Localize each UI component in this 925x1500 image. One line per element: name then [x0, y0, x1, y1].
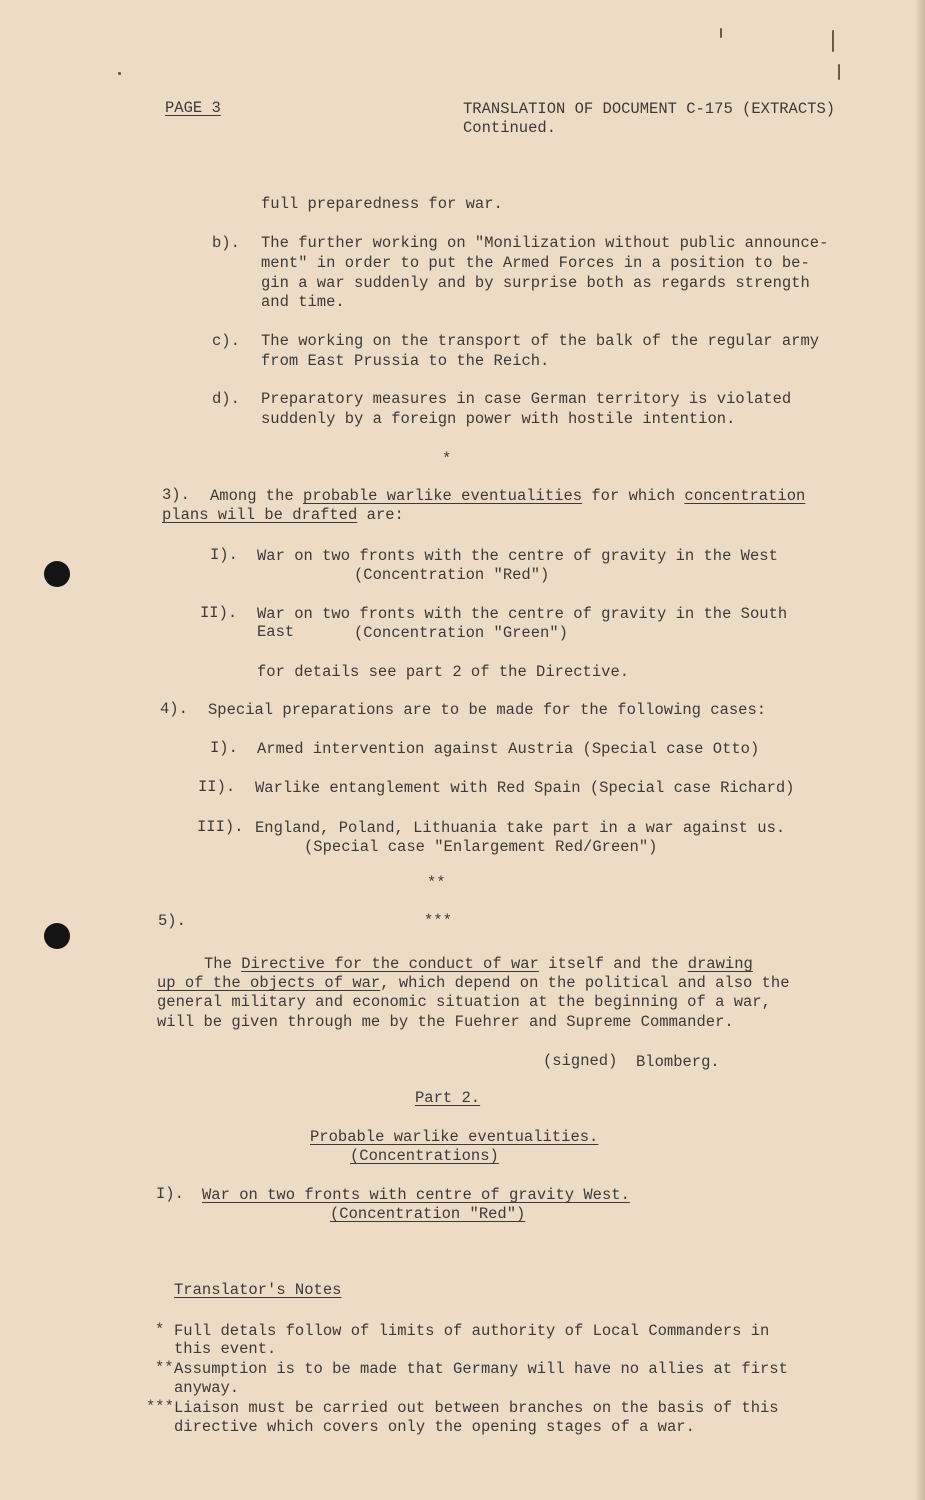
underlined-phrase: probable warlike eventualities: [303, 487, 583, 505]
text-run: Among the: [210, 487, 304, 505]
footnote-marker-3: ***: [424, 912, 452, 930]
item-line: from East Prussia to the Reich.: [261, 352, 550, 370]
item-line: gin a war suddenly and by surprise both as regards strength: [261, 274, 810, 292]
note-line: anyway.: [174, 1379, 240, 1397]
case-label: II).: [198, 778, 236, 796]
text-run: The: [204, 955, 242, 973]
note-marker: *: [155, 1321, 165, 1339]
section-5-line-4: will be given through me by the Fuehrer and Supreme Commander.: [157, 1013, 734, 1031]
page-number: PAGE 3: [165, 99, 221, 117]
text-run: , which depend on the political and also the: [380, 974, 790, 992]
note-marker: **: [155, 1359, 174, 1377]
note-line: directive which covers only the opening stages of a war.: [174, 1418, 695, 1436]
case-text: Warlike entanglement with Red Spain (Special case Richard): [255, 779, 795, 797]
item-line: Preparatory measures in case German territory is violated: [261, 390, 792, 408]
part-2-item-text: War on two fronts with centre of gravity West.: [202, 1186, 630, 1204]
section-5-line-1: [204, 955, 753, 974]
case-label: I).: [210, 739, 238, 757]
underlined-phrase: drawing: [687, 955, 753, 973]
underlined-phrase: up of the objects of war: [157, 974, 381, 992]
part-2-subheading: (Concentrations): [350, 1147, 499, 1165]
paper-speck: [720, 28, 722, 38]
item-label: d).: [212, 390, 240, 408]
section-5-line-2: [157, 974, 790, 993]
item-line: The further working on "Monilization without public announce-: [261, 234, 829, 252]
section-3-line-2: [162, 506, 404, 525]
notes-title: Translator's Notes: [174, 1281, 342, 1299]
note-line: this event.: [174, 1340, 277, 1358]
case-text-continued: East: [257, 623, 295, 641]
paper-edge-shadow: [915, 0, 925, 1500]
case-text: War on two fronts with the centre of gravity in the South: [257, 605, 788, 623]
item-label: b).: [212, 234, 240, 252]
note-line: Liaison must be carried out between branches on the basis of this: [174, 1399, 779, 1417]
part-2-item-label: I).: [156, 1185, 184, 1203]
note-marker: ***: [146, 1398, 174, 1416]
underlined-phrase: Directive for the conduct of war: [241, 955, 539, 973]
paper-speck: [838, 64, 840, 80]
signature-label: (signed): [543, 1052, 618, 1070]
case-label: II).: [200, 604, 238, 622]
case-label: I).: [210, 546, 238, 564]
footnote-marker-2: **: [427, 874, 446, 892]
item-line: and time.: [261, 293, 345, 311]
note-line: Assumption is to be made that Germany will have no allies at first: [174, 1360, 788, 1378]
paper-speck: [118, 72, 121, 75]
punch-hole-bottom: [44, 923, 70, 949]
note-line: Full detals follow of limits of authority of Local Commanders in: [174, 1322, 770, 1340]
signature-name: Blomberg.: [636, 1053, 720, 1071]
document-continued: Continued.: [463, 119, 557, 137]
section-4-intro: Special preparations are to be made for the following cases:: [208, 701, 767, 719]
section-5-line-3: general military and economic situation at the beginning of a war,: [157, 993, 771, 1011]
section-3-line-1: [210, 487, 805, 506]
text-run: itself and the: [538, 955, 688, 973]
case-text: Armed intervention against Austria (Special case Otto): [257, 740, 760, 758]
item-label: c).: [212, 332, 240, 350]
part-2-item-subtext: (Concentration "Red"): [330, 1205, 526, 1223]
section-label: 5).: [158, 912, 186, 930]
paper-speck: [832, 30, 834, 52]
underlined-phrase: concentration: [684, 487, 806, 505]
details-line: for details see part 2 of the Directive.: [257, 663, 630, 681]
case-text: England, Poland, Lithuania take part in a war against us.: [255, 819, 786, 837]
section-label: 3).: [162, 486, 190, 504]
case-subtext: (Special case "Enlargement Red/Green"): [304, 838, 658, 856]
underlined-phrase: plans will be drafted: [162, 506, 358, 524]
case-subtext: (Concentration "Red"): [354, 566, 550, 584]
case-subtext: (Concentration "Green"): [354, 624, 568, 642]
section-label: 4).: [160, 700, 188, 718]
item-line: ment" in order to put the Armed Forces in a position to be-: [261, 254, 810, 272]
case-label: III).: [197, 818, 244, 836]
footnote-marker-1: *: [442, 450, 452, 468]
part-2-heading: Probable warlike eventualities.: [310, 1128, 599, 1146]
item-line: suddenly by a foreign power with hostile intention.: [261, 410, 736, 428]
case-text: War on two fronts with the centre of gravity in the West: [257, 547, 778, 565]
part-2-title: Part 2.: [415, 1089, 481, 1107]
text-run: are:: [357, 506, 404, 524]
text-run: for which: [582, 487, 685, 505]
intro-line: full preparedness for war.: [261, 195, 503, 213]
item-line: The working on the transport of the balk of the regular army: [261, 332, 820, 350]
document-title: TRANSLATION OF DOCUMENT C-175 (EXTRACTS): [463, 100, 836, 118]
punch-hole-top: [44, 561, 70, 587]
